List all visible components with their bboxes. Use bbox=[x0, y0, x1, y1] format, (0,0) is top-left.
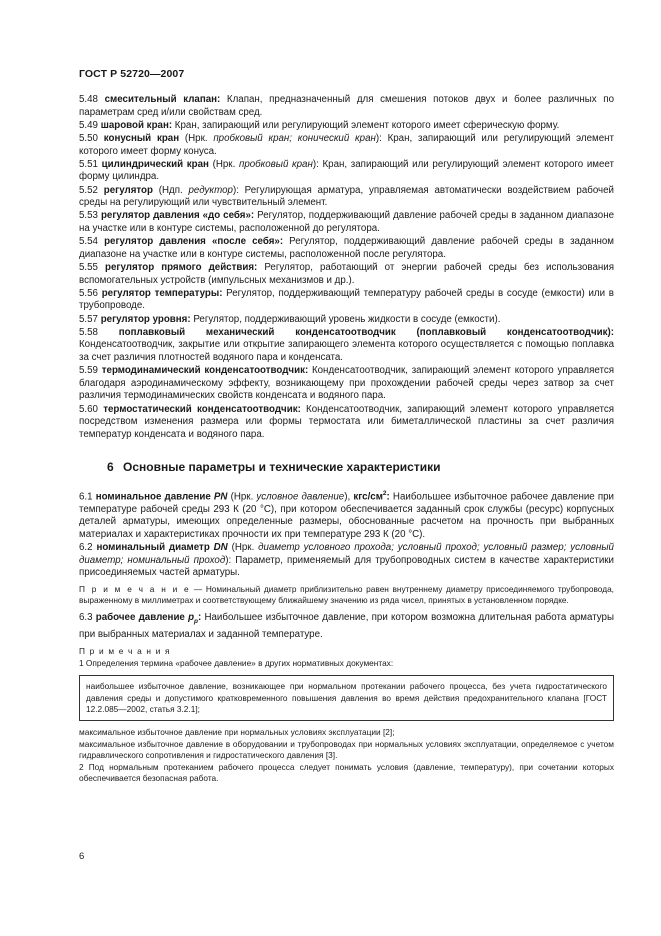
section-title: Основные параметры и технические характеристики bbox=[123, 460, 441, 475]
clause-colon: : bbox=[198, 612, 202, 624]
clause-symbol: DN bbox=[213, 542, 228, 554]
note-1: 1 Определения термина «рабочее давление» в других нормативных документах: bbox=[79, 657, 394, 668]
definition-text: : Кран, запирающий или регулирующий элемент которого имеет форму цилиндра. bbox=[79, 158, 614, 183]
definition-deprecated-term: редуктор bbox=[188, 184, 233, 196]
definition-deprecated-term: пробковый кран bbox=[238, 158, 313, 170]
definition-number: 5.58 bbox=[79, 326, 98, 338]
definition-item bbox=[79, 120, 614, 133]
definition-term: термостатический конденсатоотводчик: bbox=[103, 403, 301, 415]
definition-term: регулятор bbox=[103, 184, 153, 196]
definition-text: Регулятор, поддерживающий давление рабочей среды в заданном диапазоне на участке или в контуре системы, расположенной до регулятора. bbox=[79, 210, 615, 234]
definition-text: Регулятор, поддерживающий температуру рабочей среды в сосуде (емкости) или в трубопроводе. bbox=[79, 287, 614, 312]
definition-item bbox=[79, 133, 614, 158]
definition-text: : Кран, запирающий или регулирующий элемент которого имеет форму конуса. bbox=[79, 133, 614, 157]
definition-note-close: ) bbox=[232, 184, 237, 196]
definition-item bbox=[79, 210, 614, 235]
definition-number: 5.48 bbox=[79, 94, 98, 105]
clause-unit: кгс/см bbox=[353, 491, 383, 503]
clause-text: : Параметр, применяемый для трубопроводных систем в качестве характеристики присоединяемых частей арматуры. bbox=[79, 554, 615, 579]
note-6-2 bbox=[79, 584, 614, 607]
definition-number: 5.59 bbox=[79, 365, 98, 377]
clause-term: номинальный диаметр bbox=[96, 542, 214, 554]
definitions-list bbox=[79, 94, 614, 441]
clause-unit-sup: 2 bbox=[382, 490, 387, 498]
clause-text: Наибольшее избыточное давление, при котором возможна длительная работа арматуры при выбранных материалах и заданной температуре. bbox=[79, 612, 614, 640]
definition-term: регулятор уровня: bbox=[100, 313, 191, 325]
definition-deprecated-term: пробковый кран; конический кран bbox=[213, 133, 376, 145]
definition-item bbox=[79, 314, 614, 327]
definition-text: : Регулирующая арматура, управляемая автоматически воздействием рабочей среды на регулирующий или чувствительный элемент. bbox=[79, 184, 614, 209]
definition-note-open: (Нрк. bbox=[179, 133, 214, 145]
note-1-definition-2: максимальное избыточное давление при нормальных условиях эксплуатации [2]; bbox=[79, 727, 395, 738]
definition-text: Регулятор, поддерживающий давление рабочей среды в заданном диапазоне на участке или в контуре системы, расположенной после регулятора. bbox=[79, 236, 614, 260]
definition-item bbox=[79, 185, 614, 210]
note-2: 2 Под нормальным протеканием рабочего процесса следует понимать условия (давление, температуру), при сочетании которых обеспечивается безопасная работа. bbox=[79, 761, 614, 784]
clause-deprecated-term: диаметр условного прохода; условный проход; условный размер; условный диаметр; номинальный проход bbox=[79, 542, 614, 566]
definition-term: поплавковый механический конденсатоотводчик (поплавковый конденсатоотводчик): bbox=[118, 326, 614, 338]
section-number: 6 bbox=[107, 460, 114, 475]
definition-term: смесительный клапан: bbox=[104, 94, 221, 105]
clause-number: 6.1 bbox=[79, 491, 93, 503]
definition-text: Конденсатоотводчик, закрытие или открытие запирающего элемента которого осуществляется с помощью поплавка за счет различия плотностей водяного пара и конденсата. bbox=[79, 339, 614, 363]
definition-number: 5.52 bbox=[79, 184, 98, 196]
definition-item bbox=[79, 365, 614, 403]
definition-term: термодинамический конденсатоотводчик: bbox=[101, 365, 309, 377]
definition-term: регулятор прямого действия: bbox=[105, 262, 258, 274]
document-body bbox=[79, 94, 614, 784]
clause-unit-colon: : bbox=[386, 491, 390, 503]
note-label: П р и м е ч а н и е bbox=[79, 583, 191, 594]
clause-term: номинальное давление bbox=[95, 491, 214, 503]
clause-deprecated-term: условное давление bbox=[256, 491, 345, 503]
definition-term: регулятор температуры: bbox=[101, 287, 223, 299]
clause-symbol-sub: р bbox=[194, 618, 199, 626]
paragraph-6-2 bbox=[79, 542, 614, 580]
definition-term: регулятор давления «после себя»: bbox=[104, 236, 284, 248]
definition-text: Регулятор, работающий от энергии рабочей среды без использования вспомогательных устройств (импульсных механизмов и др.). bbox=[79, 262, 614, 286]
definition-item bbox=[79, 404, 614, 442]
definition-item bbox=[79, 159, 614, 184]
clause-note-close: ) bbox=[225, 554, 229, 566]
definition-text: Клапан, предназначенный для смешения потоков двух и более различных по параметрам сред и/или свойствам сред. bbox=[79, 94, 614, 118]
clause-symbol: PN bbox=[213, 491, 228, 503]
paragraph-6-3 bbox=[79, 612, 614, 641]
quoted-definition-box: наибольшее избыточное давление, возникающее при нормальном протекании рабочего процесса, без учета гидростатического давления среды и допустимого кратковременного повышения давления во время действия предохранительного клапана [ГОСТ 12.2.085—2002, статья 3.2.1]; bbox=[79, 675, 614, 721]
clause-text: Наибольшее избыточное рабочее давление при температуре рабочей среды 293 К (20 °С), при котором обеспечивается заданный срок службы (ресурс) корпусных деталей арматуры, имеющих определенные размеры, обоснованные расчетом на прочность при выбранных материалах и характеристиках прочности их при температуре 293 К (20 °С). bbox=[79, 491, 614, 540]
definition-text: Кран, запирающий или регулирующий элемент которого имеет сферическую форму. bbox=[172, 119, 560, 131]
definition-number: 5.54 bbox=[79, 236, 98, 248]
clause-term: рабочее давление bbox=[95, 612, 189, 624]
clause-number: 6.3 bbox=[79, 612, 93, 624]
clause-note-close: ), bbox=[344, 491, 354, 503]
definition-item bbox=[79, 262, 614, 287]
note-text: — Номинальный диаметр приблизительно равен внутреннему диаметру присоединяемого трубопровода, выраженному в миллиметрах и соответствующему ближайшему значению из ряда чисел, принятых в установленном порядке. bbox=[79, 583, 614, 606]
note-1-definition-3: максимальное избыточное давление в оборудовании и трубопроводах при нормальных условиях эксплуатации, определяемое с учетом гидравлического сопротивления и гидростатического давления [3]. bbox=[79, 738, 614, 761]
clause-note-open: (Нрк. bbox=[227, 491, 257, 503]
definition-term: цилиндрический кран bbox=[101, 158, 209, 170]
paragraph-6-1 bbox=[79, 488, 614, 541]
definition-number: 5.57 bbox=[79, 313, 98, 325]
document-header: ГОСТ Р 52720—2007 bbox=[79, 68, 185, 80]
definition-text: Регулятор, поддерживающий уровень жидкости в сосуде (емкости). bbox=[190, 313, 501, 325]
definition-text: Конденсатоотводчик, запирающий элемент которого управляется благодаря аэродинамическому эффекту, возникающему при прохождении рабочей среды через затвор за счет различия термодинамических свойств конденсата и водяного пара. bbox=[79, 365, 615, 402]
definition-item bbox=[79, 94, 614, 119]
definition-note-close: ) bbox=[375, 133, 380, 145]
definition-number: 5.60 bbox=[79, 403, 98, 415]
definition-term: шаровой кран: bbox=[100, 119, 173, 131]
definition-number: 5.51 bbox=[79, 158, 98, 170]
section-heading bbox=[107, 460, 614, 474]
clause-number: 6.2 bbox=[79, 542, 93, 554]
definition-number: 5.49 bbox=[79, 119, 98, 131]
definition-number: 5.53 bbox=[79, 210, 98, 222]
clause-note-open: (Нрк. bbox=[227, 542, 259, 554]
definition-number: 5.56 bbox=[79, 287, 98, 299]
definition-term: конусный кран bbox=[103, 133, 180, 145]
definition-item bbox=[79, 236, 614, 261]
notes-heading: П р и м е ч а н и я bbox=[79, 646, 171, 657]
definition-term: регулятор давления «до себя»: bbox=[100, 210, 255, 222]
definition-number: 5.50 bbox=[79, 133, 98, 145]
page-number: 6 bbox=[79, 851, 85, 862]
definition-note-close: ) bbox=[312, 158, 317, 170]
definition-number: 5.55 bbox=[79, 262, 98, 274]
definition-item bbox=[79, 327, 614, 365]
definition-note-open: (Ндп. bbox=[152, 184, 189, 196]
definition-text: Конденсатоотводчик, запирающий элемент которого управляется посредством изменения размера или формы термостата или биметаллической пластины за счет различия температур конденсата и водяного пара. bbox=[79, 403, 614, 440]
clause-symbol: p bbox=[188, 612, 195, 624]
definition-item bbox=[79, 288, 614, 313]
definition-note-open: (Нрк. bbox=[208, 158, 239, 170]
